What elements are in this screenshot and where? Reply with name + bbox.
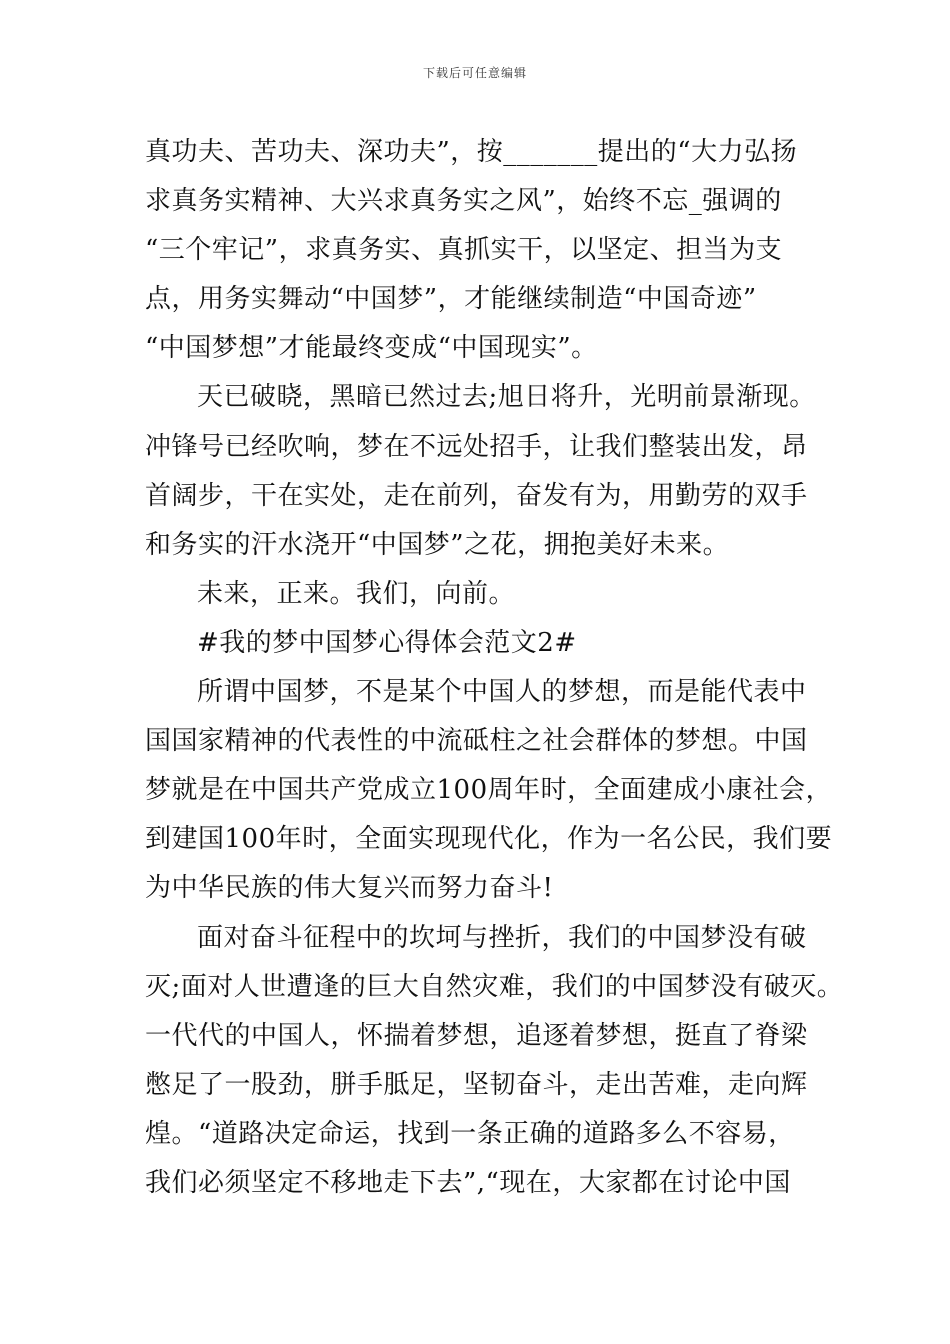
text-line: 国国家精神的代表性的中流砥柱之社会群体的梦想。中国	[145, 726, 808, 757]
header-note: 下载后可任意编辑	[422, 66, 527, 80]
paragraph-start: 天已破晓，黑暗已然过去;旭日将升，光明前景渐现。	[197, 382, 816, 413]
text-line: 冲锋号已经吹响，梦在不远处招手，让我们整装出发，昂	[145, 431, 808, 462]
text-line: 我们必须坚定不移地走下去”,“现在，大家都在讨论中国	[145, 1167, 791, 1198]
text-line: 求真务实精神、大兴求真务实之风”，始终不忘_强调的	[145, 186, 782, 217]
text-line: 梦就是在中国共产党成立100周年时，全面建成小康社会，	[145, 775, 833, 806]
text-line: 为中华民族的伟大复兴而努力奋斗!	[145, 873, 554, 904]
text-line: 真功夫、苦功夫、深功夫”，按_______提出的“大力弘扬	[145, 137, 798, 167]
text-line: 和务实的汗水浇开“中国梦”之花，拥抱美好未来。	[145, 529, 730, 560]
text-line: 到建国100年时，全面实现现代化，作为一名公民，我们要	[145, 824, 833, 855]
text-line: 一代代的中国人，怀揣着梦想，追逐着梦想，挺直了脊梁	[145, 1020, 808, 1051]
text-line: “三个牢记”，求真务实、真抓实干，以坚定、担当为支	[145, 235, 783, 266]
text-line: 灭;面对人世遭逢的巨大自然灾难，我们的中国梦没有破灭。	[145, 971, 844, 1002]
paragraph-start: 所谓中国梦，不是某个中国人的梦想，而是能代表中	[197, 677, 807, 708]
text-line: “中国梦想”才能最终变成“中国现实”。	[145, 333, 598, 364]
text-line: 首阔步，干在实处，走在前列，奋发有为，用勤劳的双手	[145, 480, 808, 511]
section-heading: #我的梦中国梦心得体会范文2#	[197, 627, 577, 658]
text-line: 憋足了一股劲，胼手胝足，坚韧奋斗，走出苦难，走向辉	[145, 1069, 808, 1100]
text-line: 煌。“道路决定命运，找到一条正确的道路多么不容易，	[145, 1118, 795, 1149]
text-line: 点，用务实舞动“中国梦”，才能继续制造“中国奇迹”	[145, 284, 757, 315]
paragraph-start: 面对奋斗征程中的坎坷与挫折，我们的中国梦没有破	[197, 922, 807, 953]
paragraph-start: 未来，正来。我们，向前。	[197, 578, 516, 609]
body-text	[145, 128, 844, 1208]
